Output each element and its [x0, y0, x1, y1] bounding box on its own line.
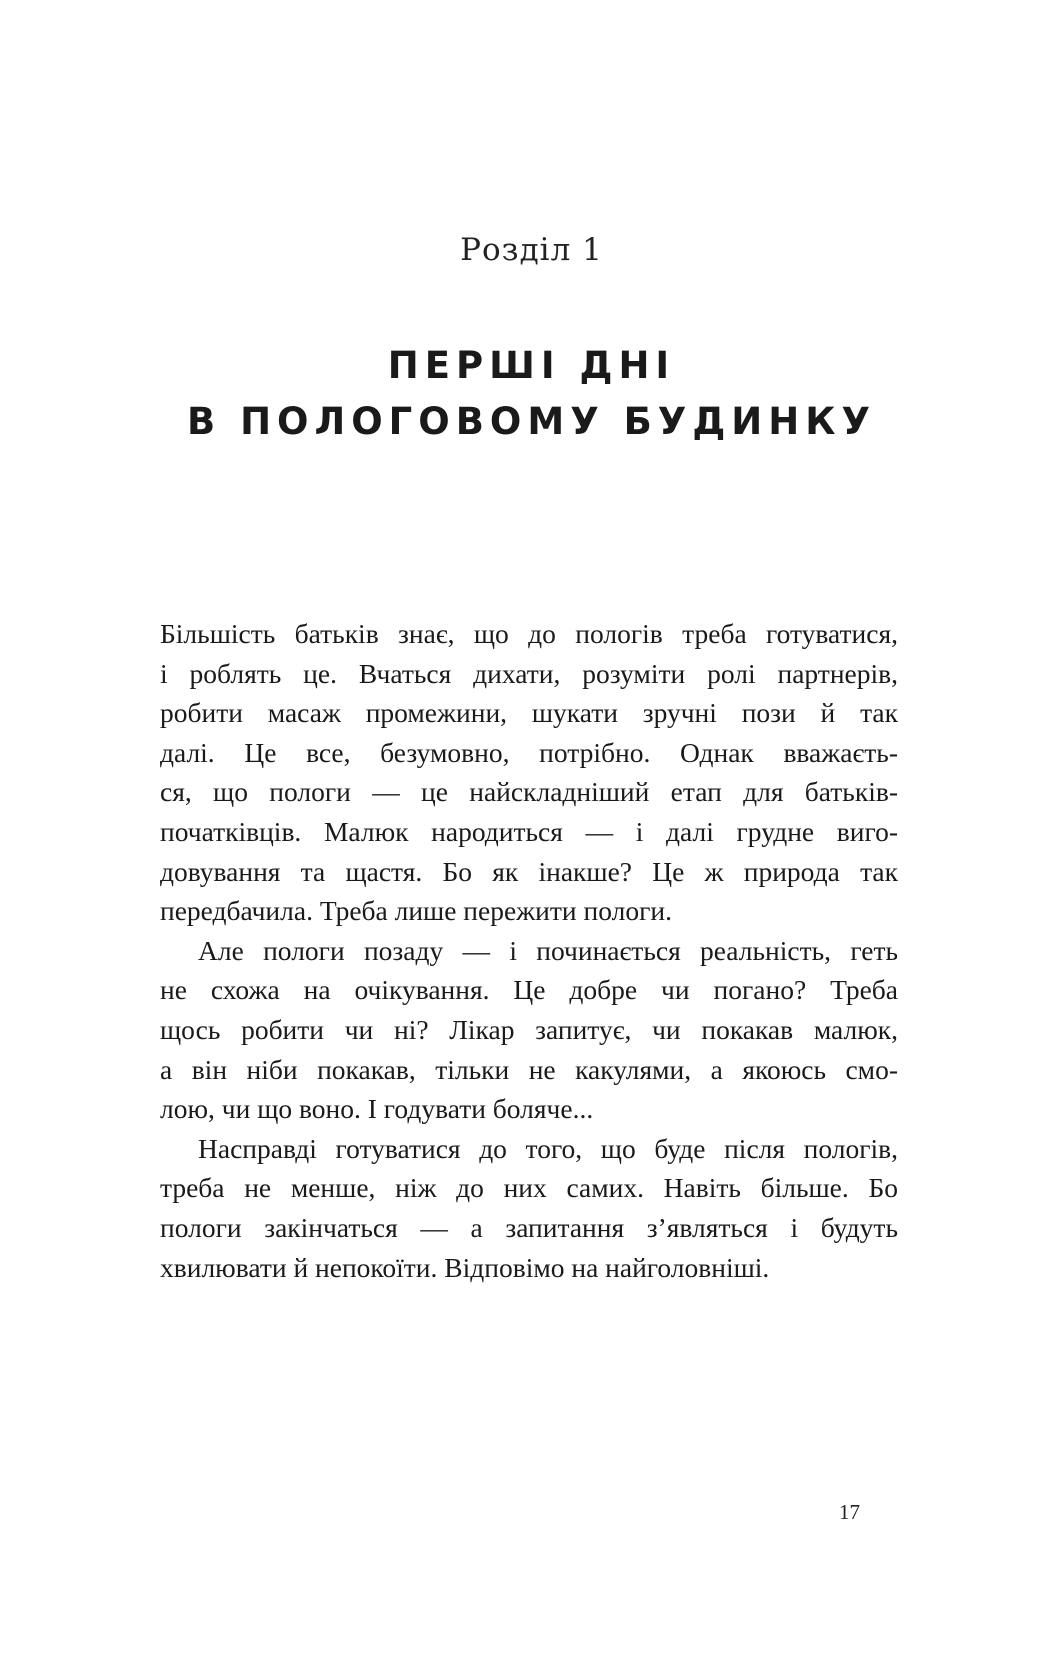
chapter-title-line: ПЕРШІ ДНІ — [387, 344, 676, 387]
text-line: не схожа на очікування. Це добре чи погано? Треба — [160, 974, 898, 1006]
text-line: далі. Це все, безумовно, потрібно. Однак вважаєть- — [160, 736, 898, 768]
page-number: 17 — [839, 1500, 860, 1524]
body-text — [160, 614, 898, 1287]
text-line: робити масаж промежини, шукати зручні пози й так — [160, 697, 898, 729]
chapter-title — [0, 338, 1063, 450]
text-line: і роблять це. Вчаться дихати, розуміти ролі партнерів, — [160, 657, 898, 689]
text-line: передбачила. Треба лише пережити пологи. — [160, 895, 672, 927]
paragraph-1 — [160, 614, 898, 931]
paragraph-3 — [160, 1129, 898, 1287]
text-line: щось робити чи ні? Лікар запитує, чи покакав малюк, — [160, 1013, 898, 1045]
text-line: а він ніби покакав, тільки не какулями, а якоюсь смо- — [160, 1053, 898, 1085]
chapter-label: Розділ 1 — [460, 232, 603, 268]
text-line: пологи закінчаться — а запитання з’являться і будуть — [160, 1211, 898, 1243]
chapter-title-line: В ПОЛОГОВОМУ БУДИНКУ — [187, 400, 876, 443]
text-line: ся, що пологи — це найскладніший етап для батьків- — [160, 776, 898, 808]
text-line: треба не менше, ніж до них самих. Навіть більше. Бо — [160, 1172, 898, 1204]
text-line: довування та щастя. Бо як інакше? Це ж природа так — [160, 855, 898, 887]
text-line: лою, чи що воно. І годувати боляче... — [160, 1093, 594, 1125]
text-line: початківців. Малюк народиться — і далі грудне виго- — [160, 815, 898, 847]
text-line: Але пологи позаду — і починається реальність, геть — [198, 934, 898, 966]
text-line: Більшість батьків знає, що до пологів треба готуватися, — [160, 618, 898, 649]
text-line: Насправді готуватися до того, що буде після пологів, — [198, 1132, 898, 1164]
paragraph-2 — [160, 931, 898, 1129]
text-line: хвилювати й непокоїти. Відповімо на найголовніші. — [160, 1251, 770, 1283]
